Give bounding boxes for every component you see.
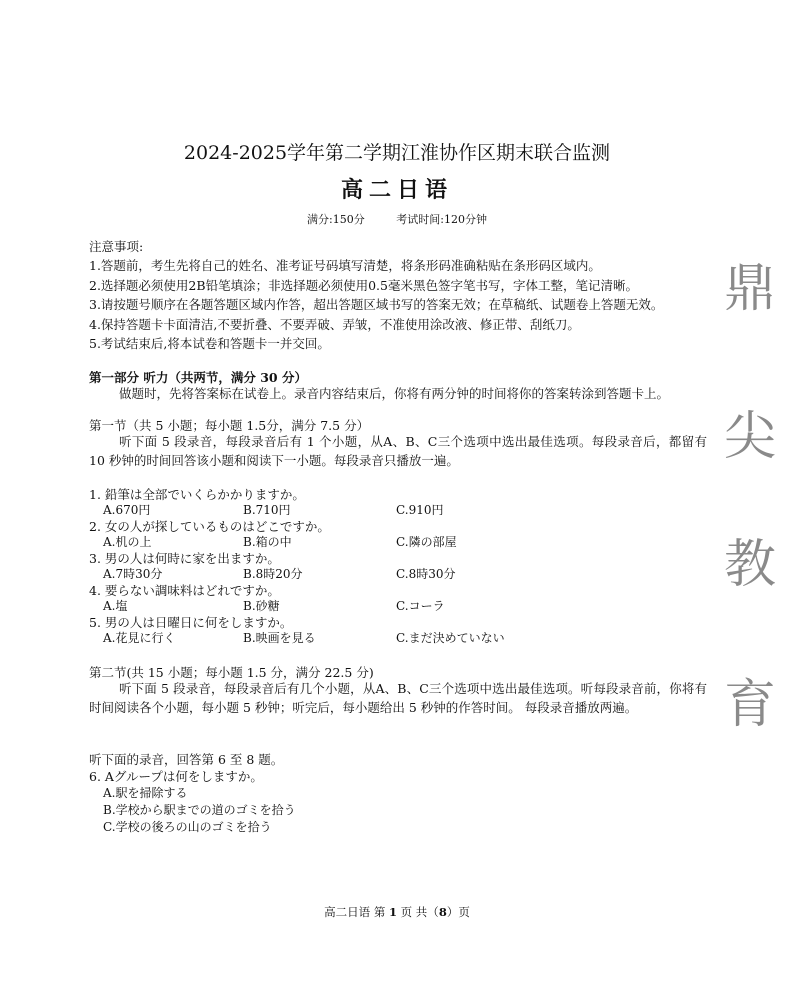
option-a: A.塩 (103, 599, 128, 613)
section1-instruction: 听下面 5 段录音，每段录音后有 1 个小题，从A、B、C三个选项中选出最佳选项。每段录音后，都留有 10 秒钟的时间回答该小题和阅读下一小题。每段录音只播放一遍。 (89, 434, 707, 468)
option-b: B.学校から駅までの道のゴミを拾う (103, 803, 296, 817)
note-item: 5.考试结束后,将本试卷和答题卡一并交回。 (89, 336, 330, 351)
part1-intro: 做题时，先将答案标在试卷上。录音内容结束后，你将有两分钟的时间将你的答案转涂到答题卡上。 (119, 386, 670, 401)
exam-title: 2024-2025学年第二学期江淮协作区期末联合监测 (183, 142, 611, 164)
option-c: C.8時30分 (396, 567, 456, 581)
option-a: A.花見に行く (103, 631, 176, 645)
option-b: B.8時20分 (243, 567, 303, 581)
section1-heading: 第一节（共 5 小题；每小题 1.5分，满分 7.5 分） (89, 418, 370, 433)
option-a: A.670円 (103, 503, 151, 517)
question-1: 1. 鉛筆は全部でいくらかかりますか。 (89, 487, 305, 502)
question-2: 2. 女の人が探しているものはどこですか。 (89, 519, 330, 534)
full-score: 满分:150分 (307, 213, 365, 226)
exam-time: 考试时间:120分钟 (396, 213, 487, 226)
watermark-char: 鼎 (724, 259, 777, 319)
page-footer (0, 904, 794, 920)
option-a: A.7時30分 (103, 567, 163, 581)
note-item: 4.保持答题卡卡面清洁,不要折叠、不要弄破、弄皱，不准使用涂改液、修正带、刮纸刀。 (89, 317, 580, 332)
option-b: B.710円 (243, 503, 291, 517)
section2-instruction: 听下面 5 段录音，每段录音后有几个小题，从A、B、C三个选项中选出最佳选项。听每段录音前，你将有时间阅读各个小题，每小题 5 秒钟；听完后，每小题给出 5 秒钟的作答时间。 每段录音播放两遍。 (89, 681, 707, 715)
footer-page-suffix: ）页 (446, 905, 470, 919)
note-item: 2.选择题必须使用2B铅笔填涂；非选择题必须使用0.5毫米黑色签字笔书写，字体工整，笔记清晰。 (89, 278, 638, 293)
option-c: C.隣の部屋 (396, 535, 457, 549)
subject-title: 高二日语 (340, 177, 453, 203)
watermark-char: 尖 (724, 407, 777, 467)
footer-page-prefix: 第 (373, 905, 386, 919)
listen-prompt: 听下面的录音，回答第 6 至 8 题。 (89, 752, 284, 767)
option-c: C.まだ決めていない (396, 631, 505, 645)
footer-page-number: 1 (388, 905, 397, 919)
option-c: C.学校の後ろの山のゴミを拾う (103, 820, 272, 834)
footer-subject: 高二日语 (324, 905, 371, 919)
watermark-char: 教 (724, 535, 777, 595)
section2-heading: 第二节(共 15 小题；每小题 1.5 分，满分 22.5 分) (89, 665, 374, 680)
footer-total-pages: 8 (438, 905, 447, 919)
watermark-char: 育 (724, 675, 777, 735)
option-a: A.机の上 (103, 535, 152, 549)
option-c: C.910円 (396, 503, 444, 517)
option-a: A.駅を掃除する (103, 786, 188, 800)
option-b: B.映画を見る (243, 631, 316, 645)
option-c: C.コーラ (396, 599, 445, 613)
notes-heading: 注意事项: (89, 239, 144, 254)
question-3: 3. 男の人は何時に家を出ますか。 (89, 551, 280, 566)
part1-heading: 第一部分 听力（共两节，满分 30 分） (89, 370, 307, 385)
question-4: 4. 要らない調味料はどれですか。 (89, 583, 280, 598)
option-b: B.砂糖 (243, 599, 280, 613)
question-6: 6. Aグループは何をしますか。 (89, 769, 263, 784)
question-5: 5. 男の人は日曜日に何をしますか。 (89, 615, 293, 630)
score-time-line (0, 211, 794, 227)
note-item: 3.请按题号顺序在各题答题区域内作答，超出答题区域书写的答案无效；在草稿纸、试题卷上答题无效。 (89, 297, 664, 312)
option-b: B.箱の中 (243, 535, 292, 549)
footer-page-mid: 页 共（ (400, 905, 439, 919)
note-item: 1.答题前，考生先将自己的姓名、准考证号码填写清楚，将条形码准确粘贴在条形码区域内。 (89, 258, 601, 273)
